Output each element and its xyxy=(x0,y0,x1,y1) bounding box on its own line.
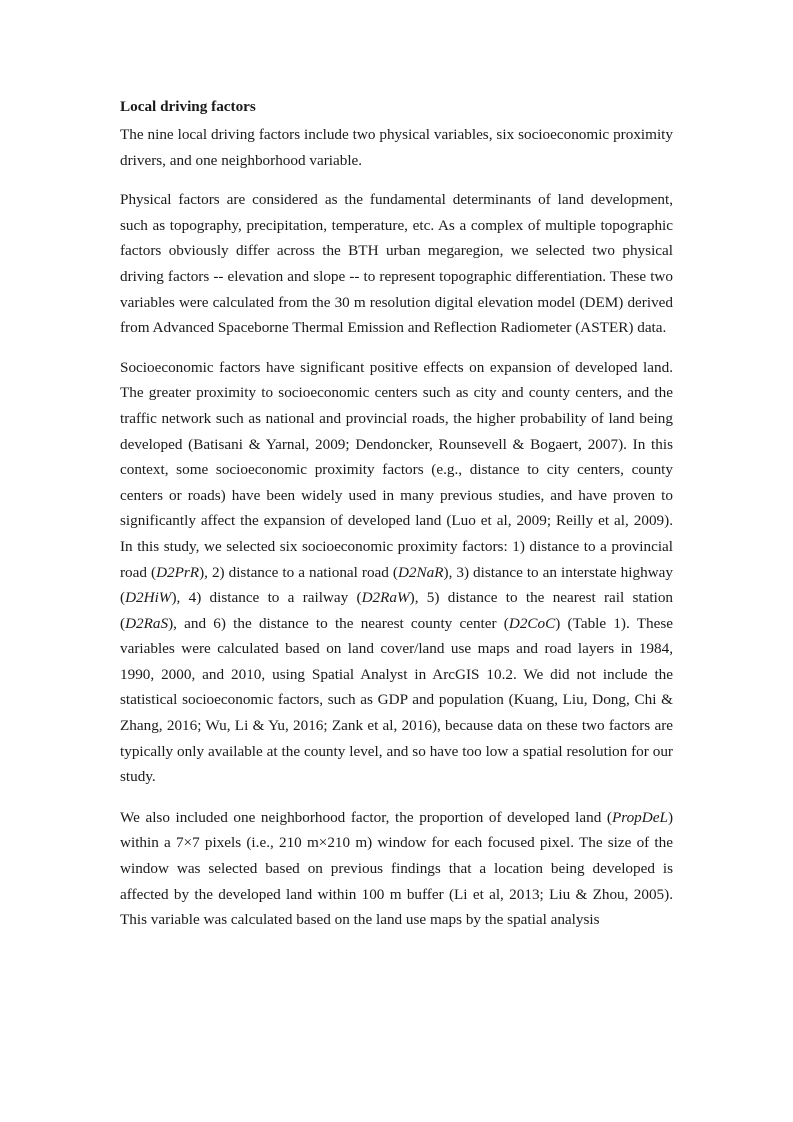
text-segment: The nine local driving factors include two physical variables, six socioeconomic proximity drivers, and one neighborhood variable. xyxy=(120,126,673,169)
variable-d2ras: D2RaS xyxy=(125,614,169,632)
paragraph-intro xyxy=(120,122,673,173)
paragraph-physical-factors xyxy=(120,187,673,341)
text-segment: ) (Table 1). These variables were calculated based on land cover/land use maps and road layers in 1984, 1990, 2000, and 2010, using Spatial Analyst in ArcGIS 10.2. We did not include the statistical socioeconomic factors, such as GDP and population (Kuang, Liu, Dong, Chi & Zhang, 2016; Wu, Li & Yu, 2016; Zank et al, 2016), because data on these two factors are typically only available at the county level, and so have too low a spatial resolution for our study. xyxy=(120,614,673,786)
paragraph-neighborhood-factor xyxy=(120,805,673,933)
variable-d2prr: D2PrR xyxy=(156,563,200,581)
document-page xyxy=(120,94,673,933)
text-segment: ), and 6) the distance to the nearest county center ( xyxy=(168,614,509,632)
variable-d2raw: D2RaW xyxy=(361,589,410,607)
text-segment: ) within a 7×7 pixels (i.e., 210 m×210 m) window for each focused pixel. The size of the window was selected based on previous findings that a location being developed is affected by the developed land within 100 m buffer (Li et al, 2013; Liu & Zhou, 2005). This variable was calculated based on the land use maps by the spatial analysis xyxy=(120,808,673,929)
variable-d2hiw: D2HiW xyxy=(125,589,172,607)
paragraph-socioeconomic-factors xyxy=(120,355,673,790)
text-segment: ), 3) distance to an interstate highway ( xyxy=(120,563,673,607)
variable-propdel: PropDeL xyxy=(611,808,668,826)
section-heading: Local driving factors xyxy=(120,98,256,115)
text-segment: ), 2) distance to a national road ( xyxy=(199,563,398,581)
text-segment: Physical factors are considered as the fundamental determinants of land development, such as topography, precipitation, temperature, etc. As a complex of multiple topographic factors obviously differ across the BTH urban megaregion, we selected two physical driving factors -- elevation and slope -- to represent topographic differentiation. These two variables were calculated from the 30 m resolution digital elevation model (DEM) derived from Advanced Spaceborne Thermal Emission and Reflection Radiometer (ASTER) data. xyxy=(120,191,673,337)
text-segment: ), 4) distance to a railway ( xyxy=(171,589,362,607)
variable-d2nar: D2NaR xyxy=(397,563,444,581)
text-segment: Socioeconomic factors have significant positive effects on expansion of developed land. The greater proximity to socioeconomic centers such as city and county centers, and the traffic network such as national and provincial roads, the higher probability of land being developed (Batisani & Yarnal, 2009; Dendoncker, Rounsevell & Bogaert, 2007). In this context, some socioeconomic proximity factors (e.g., distance to city centers, county centers or roads) have been widely used in many previous studies, and have proven to significantly affect the expansion of developed land (Luo et al, 2009; Reilly et al, 2009). In this study, we selected six socioeconomic proximity factors: 1) distance to a provincial road ( xyxy=(120,358,673,581)
variable-d2coc: D2CoC xyxy=(508,614,556,632)
text-segment: ), 5) distance to the nearest rail station ( xyxy=(120,589,674,632)
text-segment: We also included one neighborhood factor, the proportion of developed land ( xyxy=(120,808,612,826)
